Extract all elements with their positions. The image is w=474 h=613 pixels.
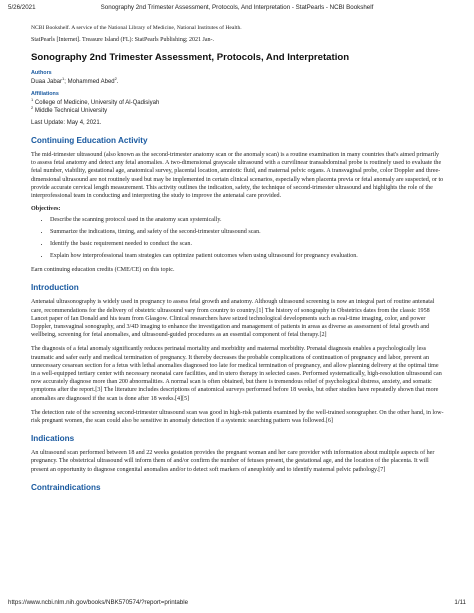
continuing-education-paragraph: The mid-trimester ultrasound (also known as the second-trimester anatomy scan or the anomaly scan) is a routine examination in many countries that's aimed primarily to assess fetal anatomy and detect any fetal anomalies. A two-dimensional grayscale ultrasound with a curvilinear transabdominal probe is routinely used to evaluate the fetal number, viability, gestational age, anatomical survey, placental location, amniotic fluid, and maternal pelvic organs. A transvaginal probe, color Doppler and three-dimensional ultrasound are not routinely used but may be implemented in certain clinical scenarios, especially when placenta previa or fetal anomaly are suspected, or to provide accurate cervical length measurement. This activity outlines the indication, safety, the technique of second-trimester ultrasound and highlights the role of the interprofessional team in conducting and interpreting the study to improve the antenatal care provided. — [31, 152, 444, 200]
introduction-paragraph: The detection rate of the screening second-trimester ultrasound scan was good in high-risk patients examined by the well-trained sonographer. On the other hand, in low-risk pregnant women, the scan could also be sensitive in anomaly detection if a systemic searching pattern was followed.[6] — [31, 409, 444, 425]
objectives-list — [31, 216, 444, 260]
affiliation-sup: 1 — [31, 97, 34, 102]
print-header — [8, 4, 466, 14]
article-content — [31, 24, 444, 498]
print-footer — [8, 599, 466, 609]
affiliation-text: College of Medicine, University of Al-Qadisiyah — [34, 100, 160, 106]
bookshelf-note: NCBI Bookshelf. A service of the National Library of Medicine, National Institutes of Health. — [31, 25, 242, 31]
objective-item: • Describe the scanning protocol used in the anatomy scan systemically. — [50, 216, 444, 224]
print-url[interactable]: https://www.ncbi.nlm.nih.gov/books/NBK570574/?report=printable — [8, 599, 189, 606]
author-name[interactable]: Duaa Jabar — [31, 79, 63, 85]
section-heading-contraindications: Contraindications — [31, 482, 101, 492]
section-heading-indications: Indications — [31, 434, 75, 444]
section-heading-introduction: Introduction — [31, 283, 79, 293]
last-update: Last Update: May 4, 2021. — [31, 120, 102, 126]
indications-paragraph: An ultrasound scan performed between 18 and 22 weeks gestation provides the pregnant woman and her care provider with information about multiple aspects of her pregnancy. The obstetrical ultrasound will inform them of and/or confirm the number of fetuses present, the gestational age, and the location of the placenta. It will present an opportunity to diagnose congenital anomalies and/or to detect soft markers of aneuploidy and to identify maternal pelvic pathology.[7] — [31, 450, 435, 473]
page-number: 1/11 — [454, 599, 466, 606]
print-date: 5/26/2021 — [8, 4, 36, 11]
author-sup: 2 — [114, 76, 117, 81]
objectives-label: Objectives: — [31, 206, 61, 213]
objective-item: • Summarize the indications, timing, and safety of the second-trimester ultrasound scan. — [50, 228, 444, 236]
objective-item: • Identify the basic requirement needed to conduct the scan. — [50, 240, 444, 248]
affiliation-item — [31, 99, 444, 107]
article-title: Sonography 2nd Trimester Assessment, Protocols, And Interpretation — [31, 52, 350, 63]
affiliation-item — [31, 107, 444, 115]
affiliations-label: Affiliations — [31, 91, 59, 97]
affiliation-sup: 2 — [31, 105, 34, 110]
author-name[interactable]: Mohammed Abed — [67, 79, 115, 85]
print-page-title: Sonography 2nd Trimester Assessment, Protocols, And Interpretation - StatPearls - NCBI Bookshelf — [100, 4, 374, 11]
authors-list: Duaa Jabar$^1$; Mohammed Abed$^2$. — [31, 76, 119, 85]
introduction-paragraph: The diagnosis of a fetal anomaly significantly reduces perinatal mortality and morbidity and maternal morbidity. Prenatal diagnosis enables a psychologically less traumatic and safer early and medical termination of pregnancy. It thereby decreases the probable complications of continuation of pregnancy and labor, prevent an unnecessary cesarean section for a fetus with lethal anomalies diagnosed too late for medical termination of pregnancy, and allow planning delivery at the optimal time in a well-equipped tertiary center with necessary neonatal care facilities, and in utero therapy in selected cases. Performed systematically, high-resolution ultrasound can now accurately diagnose more than 200 abnormalities. A normal scan is often obtained, but there is tremendous relief of psychological distress, anxiety, and somatic symptoms after the report.[3] The literature includes descriptions of anatomical surveys performed before 18 weeks, but other studies have repeatedly shown that more anomalies are diagnosed if the scan is done after 18 weeks.[4][5] — [31, 346, 442, 402]
author-sup: 1 — [62, 76, 65, 81]
publication-info: StatPearls [Internet]. Treasure Island (FL): StatPearls Publishing; 2021 Jan-. — [31, 37, 214, 43]
affiliation-text: Middle Technical University — [34, 108, 108, 114]
section-heading-continuing-education: Continuing Education Activity — [31, 136, 148, 145]
authors-label: Authors — [31, 70, 52, 76]
objective-item: • Explain how interprofessional team strategies can optimize patient outcomes when using ultrasound for pregnancy evaluation. — [50, 252, 444, 260]
introduction-paragraph: Antenatal ultrasonography is widely used in pregnancy to assess fetal growth and anatomy. Although ultrasound screening is now an integral part of routine antenatal care, recommendations for the delivery of obstetric ultrasound vary from country to country.[1] The history of sonography in Obstetrics dates from the classic 1958 Lancet paper of Ian Donald and his team from Glasgow. Clinical researchers have seized technological developments such as real-time imaging, color, and power Doppler, transvaginal sonography, and 3/4D imaging to enhance the investigation and management of patients in areas as diverse as assessment of fetal growth and wellbeing, screening for fetal anomalies, and ultrasound-guided procedures as an essential component of fetal therapy.[2] — [31, 299, 435, 339]
cme-credits-link[interactable]: Earn continuing education credits (CME/CE) on this topic. — [31, 267, 175, 274]
